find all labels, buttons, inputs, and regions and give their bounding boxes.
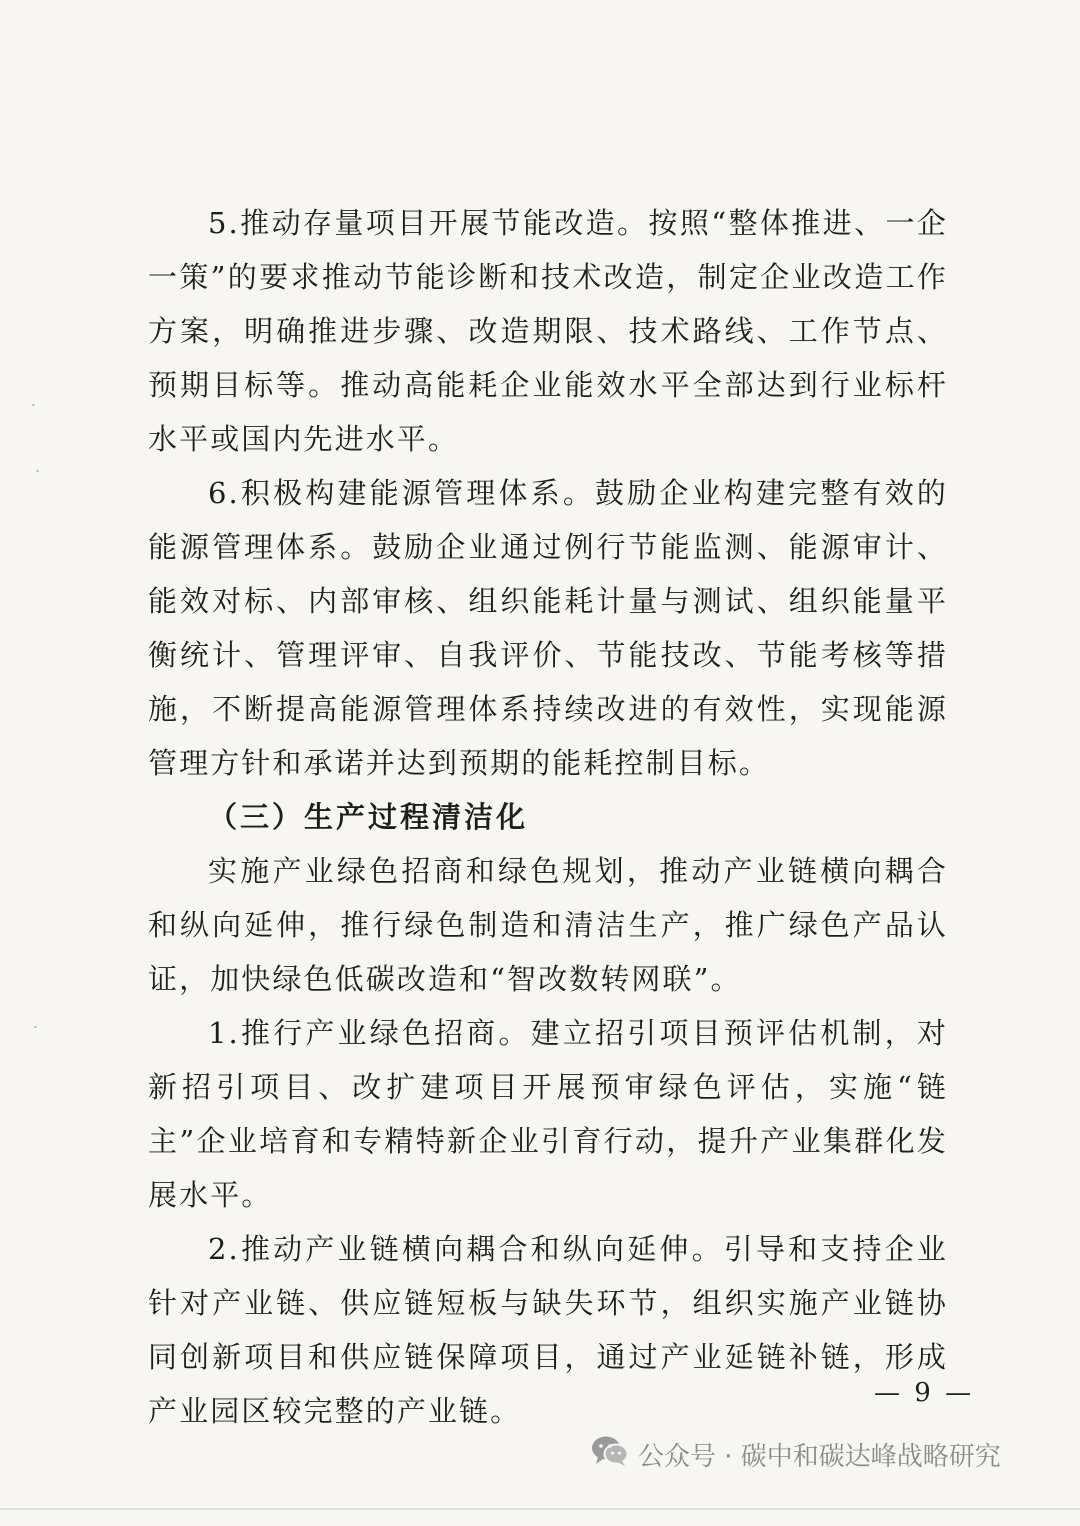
paragraph-6: 6.积极构建能源管理体系。鼓励企业构建完整有效的能源管理体系。鼓励企业通过例行节能监测、能源审计、能效对标、内部审核、组织能耗计量与测试、组织能量平衡统计、管理评审、自我评价、节能技改、节能考核等措施，不断提高能源管理体系持续改进的有效性，实现能源管理方针和承诺并达到预期的能耗控制目标。 — [148, 476, 948, 780]
paragraph-5: 5.推动存量项目开展节能改造。按照“整体推进、一企一策”的要求推动节能诊断和技术改造，制定企业改造工作方案，明确推进步骤、改造期限、技术路线、工作节点、预期目标等。推动高能耗企业能效水平全部达到行业标杆水平或国内先进水平。 — [148, 206, 948, 456]
section-heading: （三）生产过程清洁化 — [208, 800, 529, 834]
paragraph-1: 1.推行产业绿色招商。建立招引项目预评估机制，对新招引项目、改扩建项目开展预审绿色评估，实施“链主”企业培育和专精特新企业引育行动，提升产业集群化发展水平。 — [148, 1016, 948, 1212]
section-intro: 实施产业绿色招商和绿色规划，推动产业链横向耦合和纵向延伸，推行绿色制造和清洁生产，推广绿色产品认证，加快绿色低碳改造和“智改数转网联”。 — [148, 854, 948, 996]
watermark — [590, 1428, 1001, 1480]
scan-speck — [36, 470, 39, 472]
watermark-text: 公众号 · 碳中和碳达峰战略研究 — [638, 1441, 1001, 1472]
page-number: — 9 — — [874, 1378, 975, 1408]
wechat-icon — [590, 1434, 630, 1475]
scan-speck — [32, 404, 35, 406]
document-body — [148, 196, 948, 1438]
scan-speck — [34, 1026, 37, 1028]
scan-edge — [0, 1508, 1080, 1510]
paragraph-2: 2.推动产业链横向耦合和纵向延伸。引导和支持企业针对产业链、供应链短板与缺失环节，组织实施产业链协同创新项目和供应链保障项目，通过产业延链补链，形成产业园区较完整的产业链。 — [148, 1232, 948, 1428]
